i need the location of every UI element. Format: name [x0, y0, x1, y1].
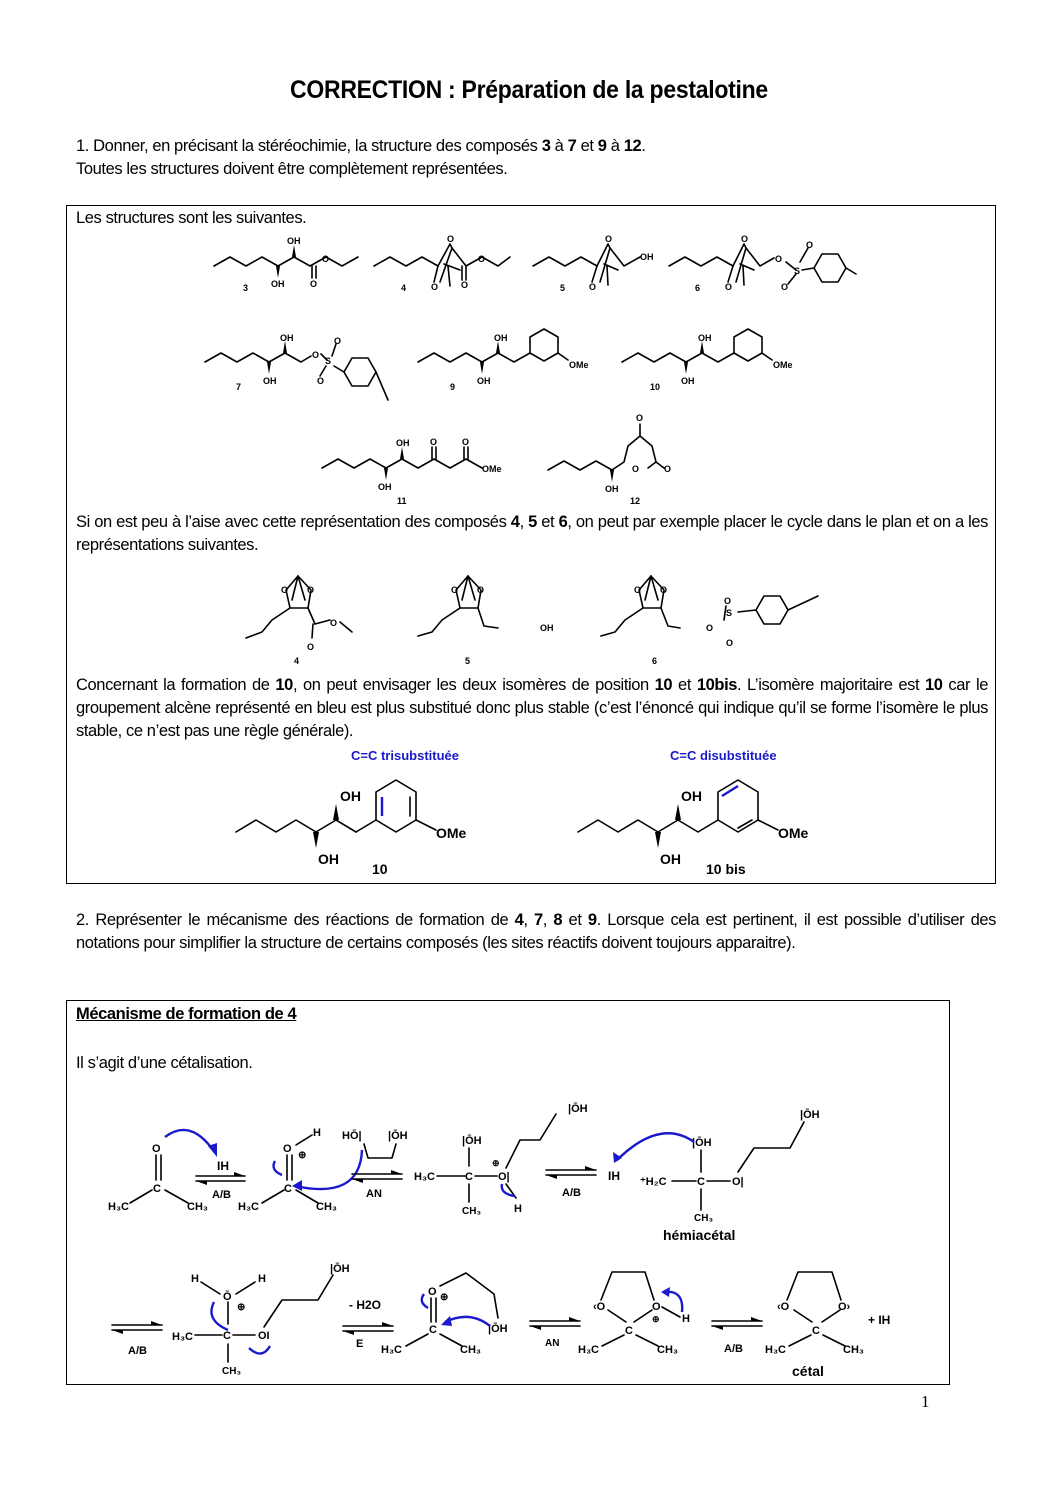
oh-label: OH: [494, 333, 508, 343]
answer-intro: Les structures sont les suivantes.: [76, 209, 307, 227]
compound-number-6: 6: [695, 283, 701, 293]
compound-number-3: 3: [243, 283, 249, 293]
o-label: Ō: [223, 1291, 232, 1303]
o-label: O|: [498, 1171, 510, 1183]
question-text: à: [550, 137, 568, 155]
oh-label: OH: [698, 333, 712, 343]
s-label: S: [325, 356, 332, 366]
proton-label: IH: [608, 1169, 620, 1183]
o-label: O: [330, 618, 338, 628]
compound-ref: 4: [514, 911, 524, 929]
arrow-curved: [445, 1317, 490, 1326]
oh-label: |ŌH: [692, 1137, 712, 1149]
charge-plus: ⊕: [237, 1302, 246, 1313]
hemiacetal-label: hémiacétal: [663, 1227, 736, 1243]
oh-label: |ŌH: [330, 1263, 350, 1275]
oh-label: OH: [263, 376, 277, 386]
arrow-head: [661, 1287, 670, 1297]
arrow-curved: [249, 1346, 270, 1354]
h-label: H: [191, 1273, 199, 1285]
question-text: ,: [523, 911, 535, 929]
question-text: . Représenter le mécanisme des réactions de formation de: [84, 911, 515, 929]
page-title: CORRECTION : Préparation de la pestalotine: [290, 76, 768, 104]
o-label: O: [478, 254, 486, 264]
compound-ref: 10bis: [696, 676, 738, 694]
proton-regenerated: + IH: [868, 1313, 891, 1327]
compound-number-5: 5: [560, 283, 566, 293]
compound-ref: 8: [553, 911, 563, 929]
s-label: S: [726, 608, 733, 618]
o-label: O: [431, 282, 439, 292]
paragraph-text: , on peut envisager les deux isomères de position: [292, 676, 655, 694]
equilibrium-arrow: [343, 1322, 393, 1335]
charge-plus: ⊕: [652, 1314, 660, 1324]
arrow-curved: [617, 1133, 694, 1160]
arrow-head: [292, 1180, 302, 1191]
o-label: O: [664, 464, 672, 474]
o-label: O: [781, 282, 789, 292]
equilibrium-arrow: [530, 1317, 580, 1330]
protonated-acetone: [238, 1127, 337, 1213]
question-text: . Lorsque cela est pertinent, il est possible d’utiliser des notations pour simplifier la structure de certains composés (les sites réactifs doivent toujours apparaitre).: [76, 911, 996, 952]
oxonium-intermediate: [414, 1103, 588, 1217]
paragraph-text: Concernant la formation de: [76, 676, 276, 694]
s-label: S: [794, 266, 801, 276]
o-label: OI: [258, 1330, 270, 1342]
h3c-label: H₃C: [381, 1344, 402, 1356]
oh-label: |ŌH: [462, 1135, 482, 1147]
ch3-label: CH₃: [316, 1201, 337, 1213]
compound-ref: 7: [534, 911, 543, 929]
h-label: H: [514, 1203, 522, 1215]
question-text: et: [576, 137, 598, 155]
oh-label: |ŌH: [488, 1323, 508, 1335]
oh-label: OH: [540, 623, 554, 633]
ome-label: OMe: [482, 464, 502, 474]
h-label: H: [258, 1273, 266, 1285]
charge-plus: ⊕: [298, 1150, 307, 1161]
h3c-label: H₃C: [765, 1344, 786, 1356]
o-label: O: [451, 585, 459, 595]
o-label: O|: [732, 1176, 744, 1188]
compound-ref: 10: [654, 676, 673, 694]
o-label: O: [725, 282, 733, 292]
o-label: O: [461, 280, 469, 290]
step-label: A/B: [212, 1189, 231, 1201]
oh-label: OH: [340, 788, 361, 804]
ch3-label: CH₃: [460, 1344, 481, 1356]
isomer-label-10bis: 10 bis: [706, 861, 746, 877]
compound-ref: 12: [623, 137, 642, 155]
question-text: .: [641, 137, 646, 155]
step-label: E: [356, 1338, 364, 1350]
o-label: O›: [838, 1301, 851, 1313]
c-label: C: [697, 1176, 705, 1188]
compound-number-12: 12: [630, 496, 641, 506]
ch3-label: CH₃: [843, 1344, 864, 1356]
o-label: O: [462, 437, 470, 447]
arrow-head: [441, 1316, 452, 1326]
c-label: C: [465, 1171, 473, 1183]
label-trisubstituted: C=C trisubstituée: [351, 748, 459, 763]
o-label: O: [652, 1301, 661, 1313]
charge-plus: ⊕: [492, 1158, 500, 1168]
mechanism-intro: Il s’agit d’une cétalisation.: [76, 1054, 253, 1072]
h-label: H: [682, 1313, 690, 1325]
o-label: O: [283, 1143, 292, 1155]
step-label: AN: [545, 1338, 560, 1349]
o-label: O: [726, 638, 734, 648]
equilibrium-arrow: [546, 1166, 596, 1179]
o-label: O: [447, 234, 455, 244]
h3c-label: H₃C: [238, 1201, 259, 1213]
o-label: O: [317, 376, 325, 386]
ome-label: OMe: [778, 825, 809, 841]
c-label: C: [812, 1325, 820, 1337]
acetal-label: cétal: [792, 1363, 824, 1379]
o-label: O: [634, 585, 642, 595]
o-label: O: [322, 254, 330, 264]
o-label: O: [152, 1143, 161, 1155]
h3c-label: H₃C: [414, 1171, 435, 1183]
charge-plus: ⊕: [440, 1292, 449, 1303]
paragraph-text: Si on est peu à l’aise avec cette représentation des composés: [76, 513, 511, 531]
ome-label: OMe: [569, 360, 589, 370]
compound-number-7: 7: [236, 382, 242, 392]
hemiacetal: [640, 1109, 820, 1243]
h3c-label: H₃C: [108, 1201, 129, 1213]
compound-number-6b: 6: [652, 656, 658, 666]
label-disubstituted: C=C disubstituée: [670, 748, 777, 763]
o-label: O: [806, 240, 814, 250]
compound-ref: 9: [587, 911, 597, 929]
h3c-label: ⁺H₂C: [640, 1176, 667, 1188]
o-label: O: [310, 279, 318, 289]
arrow-curved: [211, 1302, 228, 1330]
equilibrium-arrow: [112, 1321, 162, 1334]
water-loss-label: - H2O: [349, 1298, 382, 1312]
oh-label: OH: [378, 482, 392, 492]
paragraph-text: , on peut par exemple placer le cycle dans le plan et on a les représentations suivantes.: [76, 513, 988, 554]
o-label: O: [589, 282, 597, 292]
equilibrium-arrow: [196, 1172, 245, 1185]
compound-ref: 9: [597, 137, 607, 155]
o-label: ‹O: [593, 1301, 606, 1313]
ch3-label: CH₃: [694, 1213, 714, 1224]
paragraph-text: . L’isomère majoritaire est: [737, 676, 925, 694]
acetal: [765, 1272, 864, 1379]
c-label: C: [429, 1324, 437, 1336]
oh-label: OH: [681, 788, 702, 804]
oh-label: |ŌH: [388, 1130, 408, 1142]
o-label: O: [660, 585, 668, 595]
compound-number-4b: 4: [294, 656, 300, 666]
step-label: A/B: [128, 1345, 147, 1357]
oh-label: |ŌH: [800, 1109, 820, 1121]
o-label: O: [334, 336, 342, 346]
question-text: à: [606, 137, 624, 155]
oh-label: HŌ|: [342, 1130, 362, 1142]
o-label: O: [724, 596, 732, 606]
paragraph-text: et: [536, 513, 559, 531]
compound-number-9: 9: [450, 382, 456, 392]
question-number: 2: [76, 911, 85, 929]
ch3-label: CH₃: [462, 1206, 482, 1217]
compound-number-4: 4: [401, 283, 407, 293]
compound-ref: 10: [925, 676, 943, 694]
o-label: O: [307, 642, 315, 652]
oh-label: OH: [271, 279, 285, 289]
question-text: et: [562, 911, 588, 929]
c-label: C: [223, 1330, 231, 1342]
compound-number-11: 11: [397, 496, 407, 506]
ch3-label: CH₃: [657, 1344, 678, 1356]
equilibrium-arrow: [352, 1170, 402, 1183]
ch3-label: CH₃: [222, 1366, 242, 1377]
oh-label: OH: [318, 851, 339, 867]
question-number: 1: [76, 137, 85, 155]
o-label: O: [706, 623, 714, 633]
o-label: O: [775, 254, 783, 264]
acetone: [108, 1143, 208, 1213]
oh-label: OH: [280, 333, 294, 343]
ome-label: OMe: [773, 360, 793, 370]
oh-label: OH: [660, 851, 681, 867]
oh-label: |ŌH: [568, 1103, 588, 1115]
step-label: A/B: [562, 1187, 581, 1199]
arrow-curved: [274, 1161, 282, 1175]
oh-label: OH: [681, 376, 695, 386]
h3c-label: H₃C: [172, 1331, 193, 1343]
o-label: O: [428, 1286, 437, 1298]
c-label: C: [153, 1183, 161, 1195]
compound-ref: 6: [558, 513, 568, 531]
o-label: O: [430, 437, 438, 447]
o-label: O: [741, 234, 749, 244]
o-label: O: [632, 464, 640, 474]
paragraph-text: ,: [519, 513, 529, 531]
question-text: ,: [542, 911, 554, 929]
equilibrium-arrow: [712, 1317, 762, 1330]
compound-number-10: 10: [650, 382, 661, 392]
oh-label: OH: [640, 252, 654, 262]
h-label: H: [313, 1127, 321, 1139]
o-label: O: [636, 413, 644, 423]
arrow-head: [613, 1152, 622, 1163]
ome-label: OMe: [436, 825, 467, 841]
o-label: ‹O: [777, 1301, 790, 1313]
oxocarbenium: [381, 1273, 508, 1356]
compound-ref: 4: [510, 513, 520, 531]
c-label: C: [284, 1183, 292, 1195]
compound-ref: 3: [541, 137, 551, 155]
step-label: A/B: [724, 1343, 743, 1355]
ethylene-glycol: [342, 1130, 408, 1158]
arrow-curved: [165, 1130, 213, 1150]
o-label: O: [307, 585, 315, 595]
mechanism-heading: Mécanisme de formation de 4: [76, 1005, 297, 1023]
page-number: 1: [921, 1392, 930, 1411]
compound-ref: 5: [528, 513, 537, 531]
oh-label: OH: [287, 236, 301, 246]
oh-label: OH: [396, 438, 410, 448]
isomer-label-10: 10: [372, 861, 388, 877]
protonated-acetal: [578, 1272, 690, 1356]
question-text-line2: Toutes les structures doivent être complètement représentées.: [76, 160, 508, 178]
o-label: O: [281, 585, 289, 595]
ch3-label: CH₃: [187, 1201, 208, 1213]
o-label: O: [605, 234, 613, 244]
oh-label: OH: [605, 484, 619, 494]
step-label: AN: [366, 1188, 382, 1200]
c-label: C: [625, 1325, 633, 1337]
compound-number-5b: 5: [465, 656, 471, 666]
oh-label: OH: [477, 376, 491, 386]
h3c-label: H₃C: [578, 1344, 599, 1356]
question-text: . Donner, en précisant la stéréochimie, la structure des composés: [84, 137, 542, 155]
o-label: O: [477, 585, 485, 595]
compound-ref: 10: [275, 676, 293, 694]
paragraph-text: car le groupement alcène représenté en bleu est plus substitué donc plus stable (c’est l’énoncé qui indique qu’il se forme l’isomère le plus stable, ce n’est pas une règle générale).: [76, 676, 988, 740]
o-label: O: [312, 350, 320, 360]
proton-label: IH: [217, 1159, 229, 1173]
protonated-hemiacetal: [172, 1263, 350, 1377]
compound-ref: 7: [567, 137, 577, 155]
paragraph-text: et: [672, 676, 697, 694]
